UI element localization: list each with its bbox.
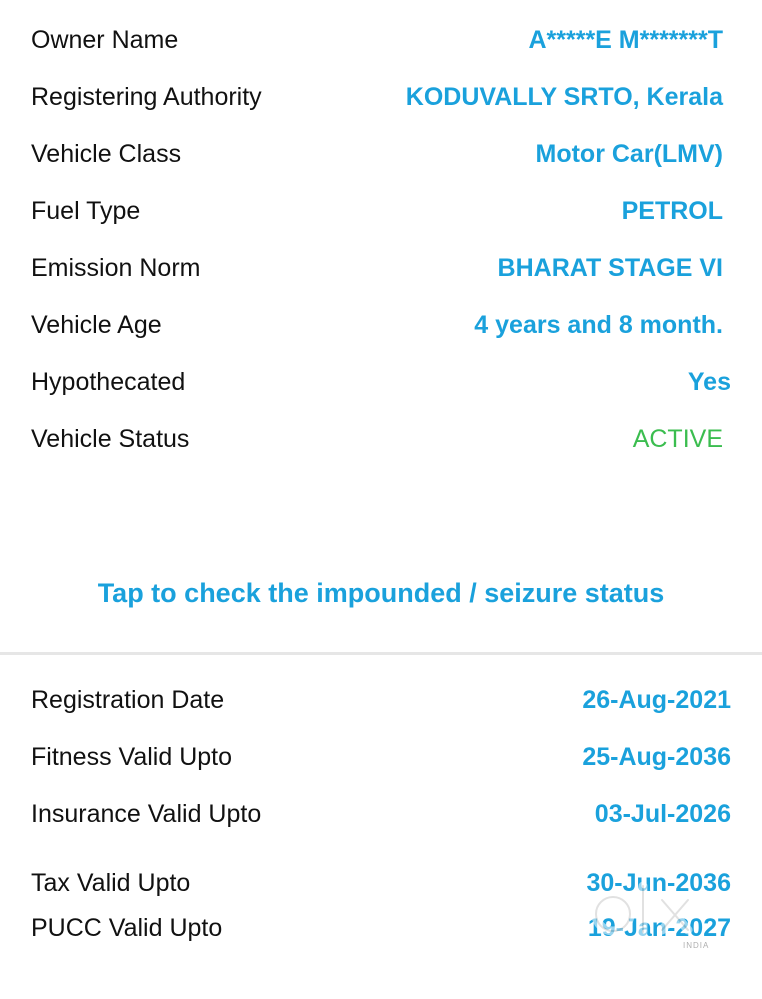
vehicle-age-value: 4 years and 8 month. xyxy=(474,311,723,339)
insurance-valid-label: Insurance Valid Upto xyxy=(31,800,262,828)
detail-row-vehicle-class xyxy=(0,134,762,174)
status-badge: ACTIVE xyxy=(632,425,723,453)
owner-name-label: Owner Name xyxy=(31,26,179,54)
seizure-status-link[interactable]: Tap to check the impounded / seizure status xyxy=(97,578,665,608)
tax-valid-value: 30-Jun-2036 xyxy=(586,869,731,897)
registration-date-value: 26-Aug-2021 xyxy=(582,686,731,714)
tax-valid-label: Tax Valid Upto xyxy=(31,869,191,897)
detail-row-vehicle-status xyxy=(0,419,762,459)
validity-row-insurance xyxy=(0,794,762,834)
owner-name-value: A*****E M*******T xyxy=(528,26,723,54)
registration-date-label: Registration Date xyxy=(31,686,225,714)
vehicle-class-label: Vehicle Class xyxy=(31,140,182,168)
pucc-valid-label: PUCC Valid Upto xyxy=(31,914,223,942)
registering-authority-value: KODUVALLY SRTO, Kerala xyxy=(405,83,723,111)
vehicle-status-label: Vehicle Status xyxy=(31,425,190,453)
validity-row-tax xyxy=(0,863,762,903)
fitness-valid-value: 25-Aug-2036 xyxy=(582,743,731,771)
detail-row-fuel-type xyxy=(0,191,762,231)
vehicle-class-value: Motor Car(LMV) xyxy=(535,140,723,168)
emission-norm-value: BHARAT STAGE VI xyxy=(497,254,723,282)
watermark-text: INDIA xyxy=(683,941,710,950)
vehicle-age-label: Vehicle Age xyxy=(31,311,162,339)
emission-norm-label: Emission Norm xyxy=(31,254,201,282)
fuel-type-value: PETROL xyxy=(621,197,723,225)
detail-row-hypothecated xyxy=(0,362,762,402)
section-divider xyxy=(0,652,762,655)
detail-row-emission-norm xyxy=(0,248,762,288)
registering-authority-label: Registering Authority xyxy=(31,83,262,111)
validity-row-pucc xyxy=(0,908,762,948)
validity-row-fitness xyxy=(0,737,762,777)
insurance-valid-value: 03-Jul-2026 xyxy=(594,800,731,828)
detail-row-registering-authority xyxy=(0,77,762,117)
fitness-valid-label: Fitness Valid Upto xyxy=(31,743,233,771)
hypothecated-label: Hypothecated xyxy=(31,368,186,396)
detail-row-vehicle-age xyxy=(0,305,762,345)
detail-row-owner-name xyxy=(0,20,762,60)
hypothecated-value: Yes xyxy=(687,368,731,396)
fuel-type-label: Fuel Type xyxy=(31,197,141,225)
validity-row-registration-date xyxy=(0,680,762,720)
pucc-valid-value: 19-Jan-2027 xyxy=(587,914,731,942)
